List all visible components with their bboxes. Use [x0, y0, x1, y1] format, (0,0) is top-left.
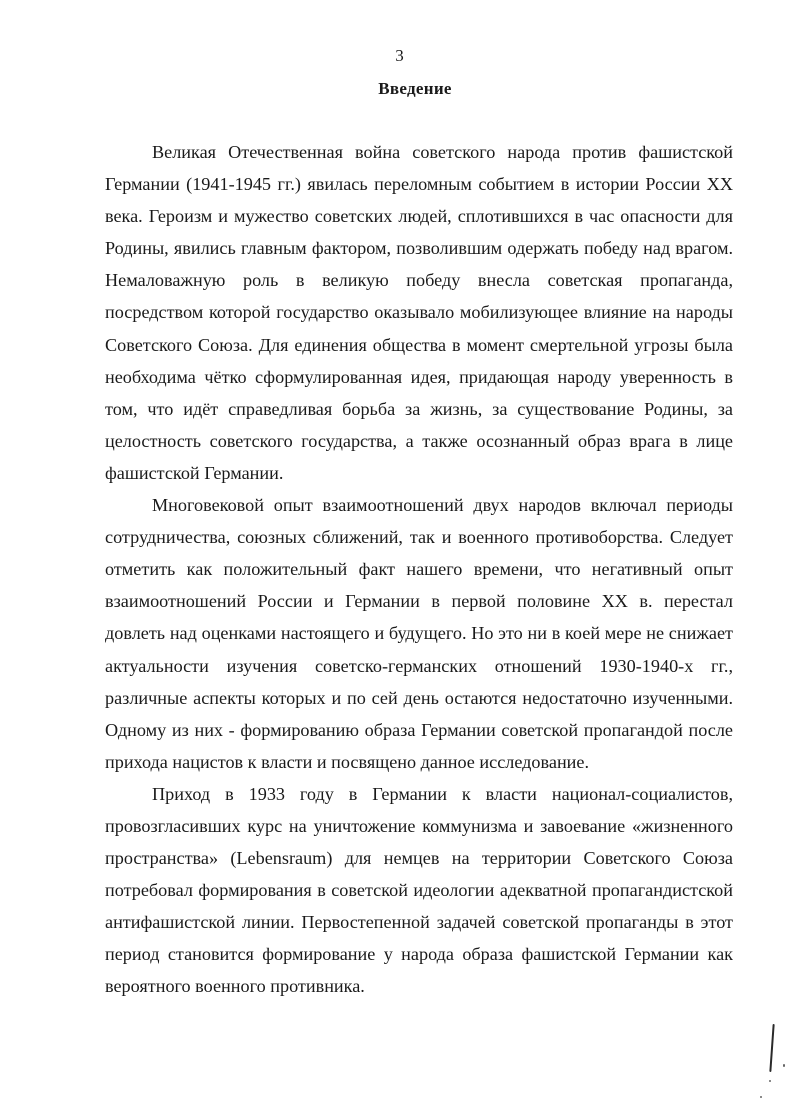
- section-title: Введение: [378, 79, 452, 98]
- paragraph-3: Приход в 1933 году в Германии к власти национал-социалистов, провозгласивших курс на уничтожение коммунизма и завоевание «жизненного пространства» (Lebensraum) для немцев на территории Советского Союза потребовал формирования в советской идеологии адекватной пропагандистской антифашистской линии. Первостепенной задачей советской пропаганды в этот период становится формирование у народа образа фашистской Германии как вероятного военного противника.: [105, 783, 733, 997]
- margin-pen-mark: [769, 1024, 774, 1072]
- page-number: 3: [395, 46, 404, 65]
- paragraph-1: Великая Отечественная война советского народа против фашистской Германии (1941-1945 гг.) явилась переломным событием в истории России XX века. Героизм и мужество советских людей, сплотившихся в час опасности для Родины, явились главным фактором, позволившим одержать победу над врагом. Немаловажную роль в великую победу внесла советская пропаганда, посредством которой государство оказывало мобилизующее влияние на народы Советского Союза. Для единения общества в момент смертельной угрозы была необходима чётко сформулированная идея, придающая народу уверенность в том, что идёт справедливая борьба за жизнь, за существование Родины, за целостность советского государства, а также осознанный образ врага в лице фашистской Германии.: [105, 142, 733, 483]
- paragraph-2: Многовековой опыт взаимоотношений двух народов включал периоды сотрудничества, союзных сближений, так и военного противоборства. Следует отметить как положительный факт нашего времени, что негативный опыт взаимоотношений России и Германии в первой половине XX в. перестал довлеть над оценками настоящего и будущего. Но это ни в коей мере не снижает актуальности изучения советско-германских отношений 1930-1940-х гг., различные аспекты которых и по сей день остаются недостаточно изученными. Одному из них - формированию образа Германии советской пропагандой после прихода нацистов к власти и посвящено данное исследование.: [105, 495, 733, 772]
- scan-speck: [769, 1080, 771, 1082]
- scan-speck: [783, 1064, 785, 1067]
- body-text: [105, 136, 733, 1003]
- scan-speck: [760, 1096, 762, 1098]
